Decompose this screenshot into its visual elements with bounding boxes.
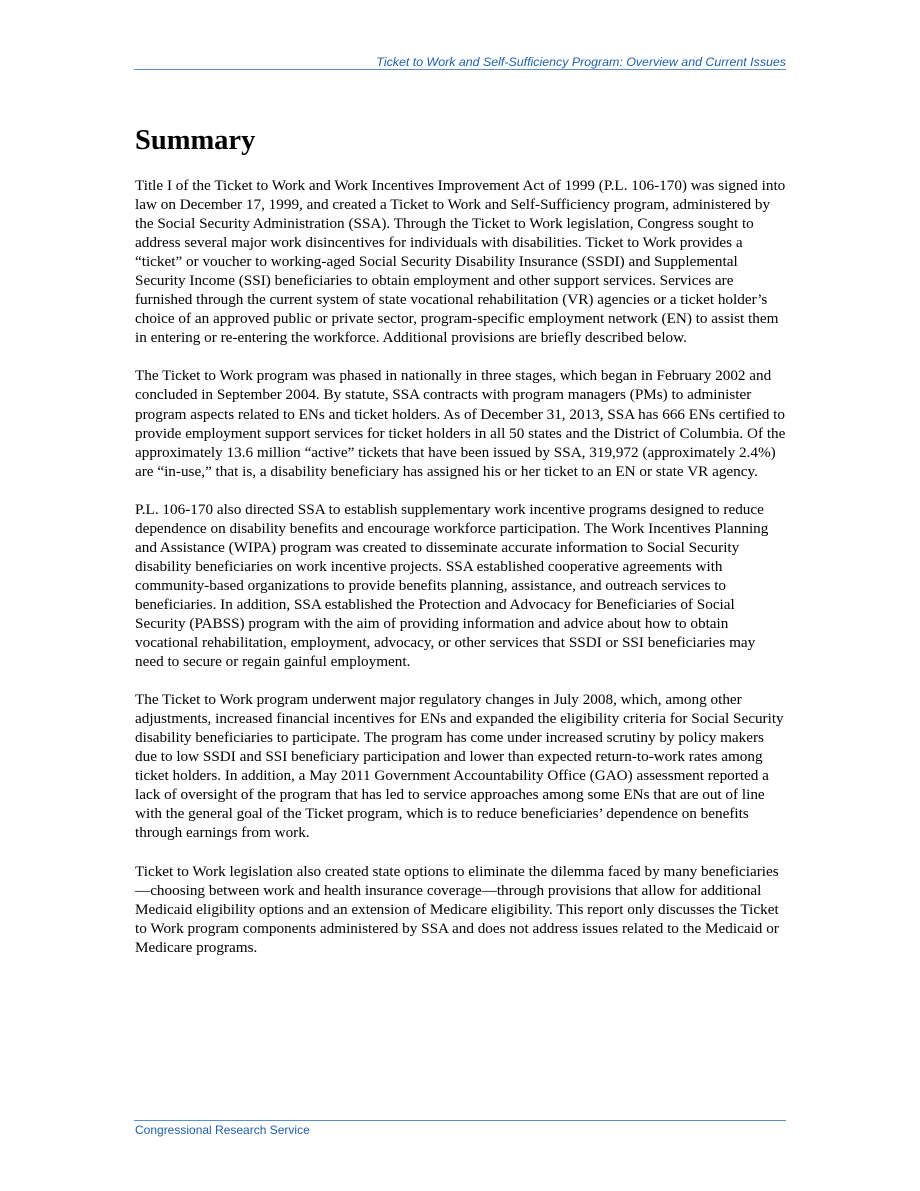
section-title: Summary <box>135 125 256 156</box>
footer-publisher: Congressional Research Service <box>135 1123 310 1137</box>
summary-body <box>135 176 787 976</box>
paragraph-2: The Ticket to Work program was phased in nationally in three stages, which began in February 2002 and concluded in September 2004. By statute, SSA contracts with program managers (PMs) to administer program aspects related to ENs and ticket holders. As of December 31, 2013, SSA has 666 ENs certified to provide employment support services for ticket holders in all 50 states and the District of Columbia. Of the approximately 13.6 million “active” tickets that have been issued by SSA, 319,972 (approximately 2.4%) are “in-use,” that is, a disability beneficiary has assigned his or her ticket to an EN or state VR agency. <box>135 367 786 480</box>
paragraph-1: Title I of the Ticket to Work and Work Incentives Improvement Act of 1999 (P.L. 106-170) was signed into law on December 17, 1999, and created a Ticket to Work and Self-Sufficiency program, administered by the Social Security Administration (SSA). Through the Ticket to Work legislation, Congress sought to address several major work disincentives for individuals with disabilities. Ticket to Work provides a “ticket” or voucher to working-aged Social Security Disability Insurance (SSDI) and Supplemental Security Income (SSI) beneficiaries to obtain employment and other support services. Services are furnished through the current system of state vocational rehabilitation (VR) agencies or a ticket holder’s choice of an approved public or private sector, program-specific employment network (EN) to assist them in entering or re-entering the workforce. Additional provisions are briefly described below. <box>135 177 786 347</box>
paragraph-4: The Ticket to Work program underwent major regulatory changes in July 2008, which, among other adjustments, increased financial incentives for ENs and expanded the eligibility criteria for Social Security disability beneficiaries to participate. The program has come under increased scrutiny by policy makers due to low SSDI and SSI beneficiary participation and lower than expected return-to-work rates among ticket holders. In addition, a May 2011 Government Accountability Office (GAO) assessment reported a lack of oversight of the program that has led to service approaches among some ENs that are out of line with the general goal of the Ticket program, which is to reduce beneficiaries’ dependence on benefits through earnings from work. <box>135 691 784 842</box>
header-divider <box>134 69 786 70</box>
paragraph-3: P.L. 106-170 also directed SSA to establish supplementary work incentive programs designed to reduce dependence on disability benefits and encourage workforce participation. The Work Incentives Planning and Assistance (WIPA) program was created to disseminate accurate information to Social Security disability beneficiaries on work incentive projects. SSA established cooperative agreements with community-based organizations to provide benefits planning, assistance, and outreach services to beneficiaries. In addition, SSA established the Protection and Advocacy for Beneficiaries of Social Security (PABSS) program with the aim of providing information and advice about how to obtain vocational rehabilitation, employment, advocacy, or other services that SSDI or SSI beneficiaries may need to secure or regain gainful employment. <box>135 500 769 671</box>
paragraph-5: Ticket to Work legislation also created state options to eliminate the dilemma faced by many beneficiaries—choosing between work and health insurance coverage—through provisions that allow for additional Medicaid eligibility options and an extension of Medicare eligibility. This report only discusses the Ticket to Work program components administered by SSA and does not address issues related to the Medicaid or Medicare programs. <box>135 862 779 956</box>
footer-divider <box>134 1120 786 1121</box>
running-header: Ticket to Work and Self-Sufficiency Program: Overview and Current Issues <box>376 55 786 69</box>
